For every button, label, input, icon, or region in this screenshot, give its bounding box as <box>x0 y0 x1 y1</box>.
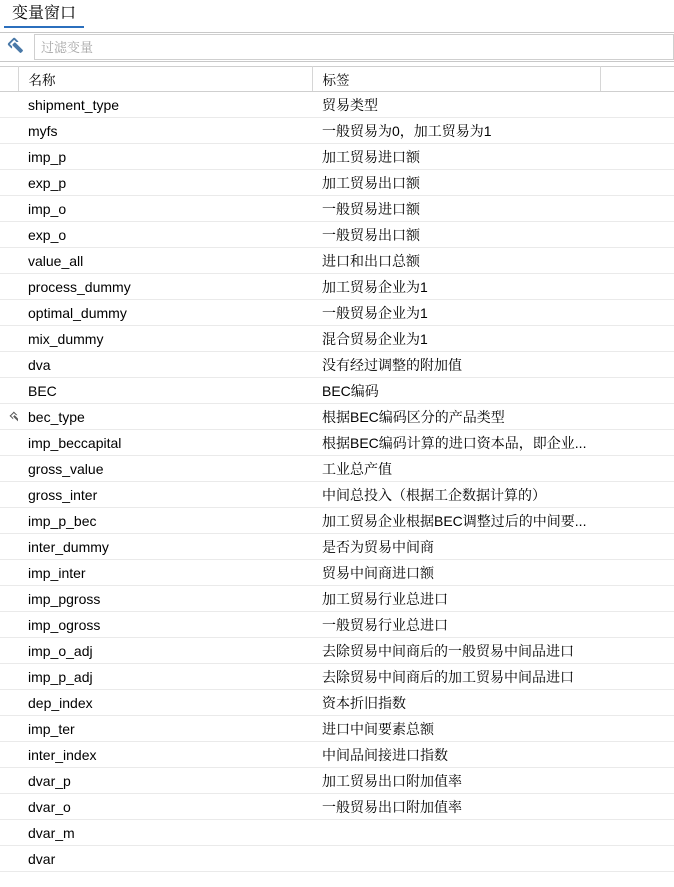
filter-toolbar <box>0 32 674 62</box>
row-marker <box>0 378 18 404</box>
table-row[interactable] <box>0 612 674 638</box>
variable-name-cell[interactable]: bec_type <box>18 404 312 430</box>
variable-name-cell[interactable]: imp_p <box>18 144 312 170</box>
table-row[interactable] <box>0 222 674 248</box>
variable-label-cell[interactable]: 加工贸易行业总进口 <box>312 586 600 612</box>
variable-extra-cell <box>600 222 674 248</box>
variable-label-cell[interactable]: 中间品间接进口指数 <box>312 742 600 768</box>
variable-label-cell[interactable]: 去除贸易中间商后的一般贸易中间品进口 <box>312 638 600 664</box>
variable-extra-cell <box>600 690 674 716</box>
variable-extra-cell <box>600 92 674 118</box>
table-row[interactable] <box>0 170 674 196</box>
row-marker <box>0 144 18 170</box>
variable-extra-cell <box>600 456 674 482</box>
row-marker <box>0 118 18 144</box>
variable-extra-cell <box>600 742 674 768</box>
variable-label-cell[interactable]: 混合贸易企业为1 <box>312 326 600 352</box>
table-row[interactable] <box>0 92 674 118</box>
table-row[interactable] <box>0 378 674 404</box>
variable-extra-cell <box>600 534 674 560</box>
row-marker <box>0 586 18 612</box>
table-row[interactable] <box>0 716 674 742</box>
filter-variables-input[interactable] <box>34 34 674 60</box>
row-marker <box>0 690 18 716</box>
table-body <box>0 92 674 872</box>
variable-label-cell[interactable]: 一般贸易进口额 <box>312 196 600 222</box>
variable-extra-cell <box>600 508 674 534</box>
variable-label-cell[interactable]: 加工贸易出口附加值率 <box>312 768 600 794</box>
variable-name-cell[interactable]: optimal_dummy <box>18 300 312 326</box>
variable-label-cell[interactable]: 加工贸易企业为1 <box>312 274 600 300</box>
variable-extra-cell <box>600 430 674 456</box>
variable-name-cell[interactable]: imp_ogross <box>18 612 312 638</box>
variable-extra-cell <box>600 820 674 846</box>
variable-extra-cell <box>600 664 674 690</box>
variable-extra-cell <box>600 716 674 742</box>
variable-extra-cell <box>600 794 674 820</box>
variable-label-cell[interactable]: 一般贸易企业为1 <box>312 300 600 326</box>
variable-name-cell[interactable]: dvar_o <box>18 794 312 820</box>
row-marker <box>0 560 18 586</box>
row-marker <box>0 92 18 118</box>
table-row[interactable] <box>0 664 674 690</box>
row-marker <box>0 742 18 768</box>
variable-extra-cell <box>600 274 674 300</box>
variable-name-cell[interactable]: imp_p_bec <box>18 508 312 534</box>
variable-extra-cell <box>600 326 674 352</box>
variable-name-cell[interactable]: imp_o_adj <box>18 638 312 664</box>
table-row[interactable] <box>0 300 674 326</box>
variable-label-cell[interactable]: 资本折旧指数 <box>312 690 600 716</box>
table-row[interactable] <box>0 352 674 378</box>
page-title: 变量窗口 <box>4 0 84 28</box>
variable-extra-cell <box>600 196 674 222</box>
variable-extra-cell <box>600 586 674 612</box>
variable-extra-cell <box>600 170 674 196</box>
variables-table-container[interactable] <box>0 66 674 887</box>
variable-extra-cell <box>600 482 674 508</box>
table-row[interactable] <box>0 456 674 482</box>
variable-extra-cell <box>600 612 674 638</box>
column-header-label[interactable]: 标签 <box>312 67 600 92</box>
variable-label-cell[interactable]: 是否为贸易中间商 <box>312 534 600 560</box>
variable-label-cell[interactable]: 根据BEC编码计算的进口资本品，即企业... <box>312 430 600 456</box>
variable-name-cell[interactable]: exp_p <box>18 170 312 196</box>
row-marker <box>0 820 18 846</box>
variable-extra-cell <box>600 118 674 144</box>
table-row[interactable] <box>0 508 674 534</box>
variable-label-cell[interactable]: 贸易类型 <box>312 92 600 118</box>
variable-label-cell[interactable]: 一般贸易出口额 <box>312 222 600 248</box>
row-marker <box>0 508 18 534</box>
variable-name-cell[interactable]: imp_beccapital <box>18 430 312 456</box>
table-row[interactable] <box>0 248 674 274</box>
column-header-icon[interactable] <box>0 67 18 92</box>
row-marker <box>0 352 18 378</box>
variable-label-cell[interactable]: 加工贸易出口额 <box>312 170 600 196</box>
variable-label-cell[interactable]: 进口中间要素总额 <box>312 716 600 742</box>
variable-name-cell[interactable]: BEC <box>18 378 312 404</box>
row-marker <box>0 638 18 664</box>
variable-label-cell[interactable]: 中间总投入（根据工企数据计算的） <box>312 482 600 508</box>
table-row[interactable] <box>0 274 674 300</box>
row-marker <box>0 794 18 820</box>
wrench-icon-glyph <box>4 34 29 59</box>
table-row[interactable] <box>0 144 674 170</box>
variable-label-cell[interactable] <box>312 820 600 846</box>
variable-name-cell[interactable]: imp_ter <box>18 716 312 742</box>
variable-label-cell[interactable]: 一般贸易出口附加值率 <box>312 794 600 820</box>
variable-name-cell[interactable]: dvar <box>18 846 312 872</box>
row-marker <box>0 248 18 274</box>
table-row[interactable] <box>0 846 674 872</box>
table-row[interactable] <box>0 768 674 794</box>
variable-name-cell[interactable]: dva <box>18 352 312 378</box>
variable-label-cell[interactable]: 去除贸易中间商后的加工贸易中间品进口 <box>312 664 600 690</box>
variable-name-cell[interactable]: imp_p_adj <box>18 664 312 690</box>
variable-name-cell[interactable]: gross_value <box>18 456 312 482</box>
row-marker <box>0 612 18 638</box>
variable-label-cell[interactable]: 工业总产值 <box>312 456 600 482</box>
variable-name-cell[interactable]: gross_inter <box>18 482 312 508</box>
table-row[interactable] <box>0 404 674 430</box>
column-header-name[interactable]: 名称 <box>18 67 312 92</box>
row-marker <box>0 430 18 456</box>
row-marker <box>0 768 18 794</box>
row-marker <box>0 196 18 222</box>
variable-name-cell[interactable]: inter_index <box>18 742 312 768</box>
row-marker <box>0 534 18 560</box>
variable-label-cell[interactable] <box>312 846 600 872</box>
variable-name-cell[interactable]: exp_o <box>18 222 312 248</box>
row-marker <box>0 300 18 326</box>
variable-name-cell[interactable]: imp_pgross <box>18 586 312 612</box>
variable-name-cell[interactable]: value_all <box>18 248 312 274</box>
row-marker <box>0 664 18 690</box>
variable-label-cell[interactable]: 进口和出口总额 <box>312 248 600 274</box>
variable-extra-cell <box>600 638 674 664</box>
row-marker <box>0 456 18 482</box>
variable-name-cell[interactable]: inter_dummy <box>18 534 312 560</box>
table-row[interactable] <box>0 690 674 716</box>
table-row[interactable] <box>0 742 674 768</box>
table-row[interactable] <box>0 820 674 846</box>
variable-name-cell[interactable]: dvar_p <box>18 768 312 794</box>
variable-extra-cell <box>600 248 674 274</box>
variable-extra-cell <box>600 352 674 378</box>
row-marker <box>0 222 18 248</box>
variable-extra-cell <box>600 846 674 872</box>
variable-label-cell[interactable]: 贸易中间商进口额 <box>312 560 600 586</box>
variable-name-cell[interactable]: dvar_m <box>18 820 312 846</box>
variable-name-cell[interactable]: process_dummy <box>18 274 312 300</box>
variable-label-cell[interactable]: 加工贸易进口额 <box>312 144 600 170</box>
table-row[interactable] <box>0 794 674 820</box>
variable-label-cell[interactable]: 根据BEC编码区分的产品类型 <box>312 404 600 430</box>
variable-name-cell[interactable]: myfs <box>18 118 312 144</box>
variable-label-cell[interactable]: 加工贸易企业根据BEC调整过后的中间要... <box>312 508 600 534</box>
table-row[interactable] <box>0 430 674 456</box>
table-header-row <box>0 67 674 92</box>
row-marker <box>0 482 18 508</box>
column-header-extra[interactable] <box>600 67 674 92</box>
table-row[interactable] <box>0 638 674 664</box>
variable-name-cell[interactable]: imp_o <box>18 196 312 222</box>
variable-label-cell[interactable]: 没有经过调整的附加值 <box>312 352 600 378</box>
table-row[interactable] <box>0 196 674 222</box>
variable-label-cell[interactable]: 一般贸易行业总进口 <box>312 612 600 638</box>
variable-label-cell[interactable]: 一般贸易为0，加工贸易为1 <box>312 118 600 144</box>
variable-name-cell[interactable]: imp_inter <box>18 560 312 586</box>
row-marker <box>0 326 18 352</box>
variable-extra-cell <box>600 300 674 326</box>
row-marker <box>0 716 18 742</box>
variable-extra-cell <box>600 378 674 404</box>
variable-name-cell[interactable]: shipment_type <box>18 92 312 118</box>
row-marker <box>0 846 18 872</box>
variable-name-cell[interactable]: mix_dummy <box>18 326 312 352</box>
variable-extra-cell <box>600 404 674 430</box>
variable-extra-cell <box>600 768 674 794</box>
variable-extra-cell <box>600 144 674 170</box>
wrench-icon[interactable] <box>0 33 34 61</box>
window-title-bar <box>0 0 674 28</box>
row-marker <box>0 274 18 300</box>
table-row[interactable] <box>0 118 674 144</box>
variable-label-cell[interactable]: BEC编码 <box>312 378 600 404</box>
table-row[interactable] <box>0 586 674 612</box>
table-row[interactable] <box>0 560 674 586</box>
row-marker <box>0 170 18 196</box>
table-row[interactable] <box>0 326 674 352</box>
table-row[interactable] <box>0 482 674 508</box>
wrench-icon <box>8 409 18 426</box>
variables-table <box>0 66 674 872</box>
table-row[interactable] <box>0 534 674 560</box>
variable-name-cell[interactable]: dep_index <box>18 690 312 716</box>
row-wrench-icon[interactable] <box>0 404 18 430</box>
table-header <box>0 67 674 92</box>
variable-extra-cell <box>600 560 674 586</box>
